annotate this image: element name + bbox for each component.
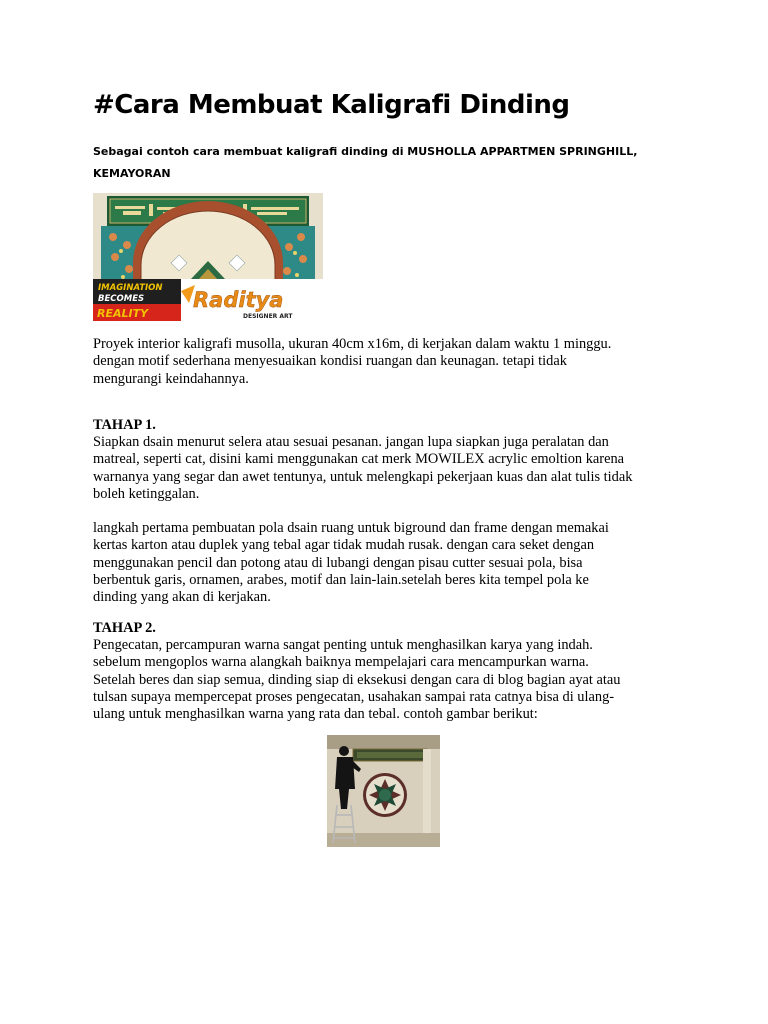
text-line: warnanya yang segar dan awet tentunya, untuk melengkapi pekerjaan kuas dan alat tulis tidak [93,468,633,485]
step-1-paragraph [93,434,678,503]
text-line: Siapkan dsain menurut selera atau sesuai pesanan. jangan lupa siapkan juga peralatan dan [93,434,609,450]
logo-brand-sub: DESIGNER ART [243,313,293,320]
painting-process-photo [327,735,440,847]
text-line: Proyek interior kaligrafi musolla, ukuran 40cm x16m, di kerjakan dalam waktu 1 minggu. [93,336,612,352]
text-line: Pengecatan, percampuran warna sangat penting untuk menghasilkan karya yang indah. [93,637,593,653]
text-line: sebelum mengoplos warna alangkah baiknya mempelajari cara mencampurkan warna. [93,654,589,671]
text-line: kertas karton atau duplek yang tebal agar tidak mudah rusak. dengan cara seket dengan [93,537,595,554]
subtitle-line: Sebagai contoh cara membuat kaligrafi dinding di MUSHOLLA APPARTMEN SPRINGHILL, [93,145,638,158]
text-line: langkah pertama pembuatan pola dsain ruang untuk biground dan frame dengan memakai [93,520,609,536]
subtitle [93,141,653,185]
text-line: dengan motif sederhana menyesuaikan kondisi ruangan dan keunagan. tetapi tidak [93,353,567,370]
subtitle-line: KEMAYORAN [93,167,171,180]
calligraphy-mural-photo [93,193,323,321]
text-line: dinding yang akan di kerjakan. [93,589,271,606]
text-line: Setelah beres dan siap semua, dinding siap di eksekusi dengan cara di blog bagian ayat atau [93,671,621,688]
text-line: mengurangi keindahannya. [93,370,249,387]
text-line: tulsan supaya mempercepat proses pengecatan, usahakan sampai rata catnya bisa di ulang- [93,688,615,705]
logo-text-becomes: BECOMES [98,294,145,304]
text-line: menggunakan pencil dan potong atau di lubangi dengan pisau cutter sesuai pola, bisa [93,554,583,571]
step-1-heading: TAHAP 1. [93,417,156,433]
step-2-paragraph [93,637,678,723]
page-title: #Cara Membuat Kaligrafi Dinding [93,90,570,120]
logo-text-imagination: IMAGINATION [98,283,163,293]
text-line: berbentuk garis, ornamen, arabes, motif dan lain-lain.setelah beres kita tempel pola ke [93,571,589,588]
text-line: boleh ketinggalan. [93,485,200,502]
text-line: ulang untuk menghasilkan warna yang rata dan tebal. contoh gambar berikut: [93,706,538,723]
step-1-paragraph-2 [93,520,678,606]
text-line: matreal, seperti cat, disini kami menggunakan cat merk MOWILEX acrylic emoltion karena [93,451,625,468]
logo-text-reality: REALITY [97,307,149,320]
logo-brand: Raditya [193,288,284,312]
step-2-heading: TAHAP 2. [93,620,156,636]
intro-paragraph [93,336,678,388]
